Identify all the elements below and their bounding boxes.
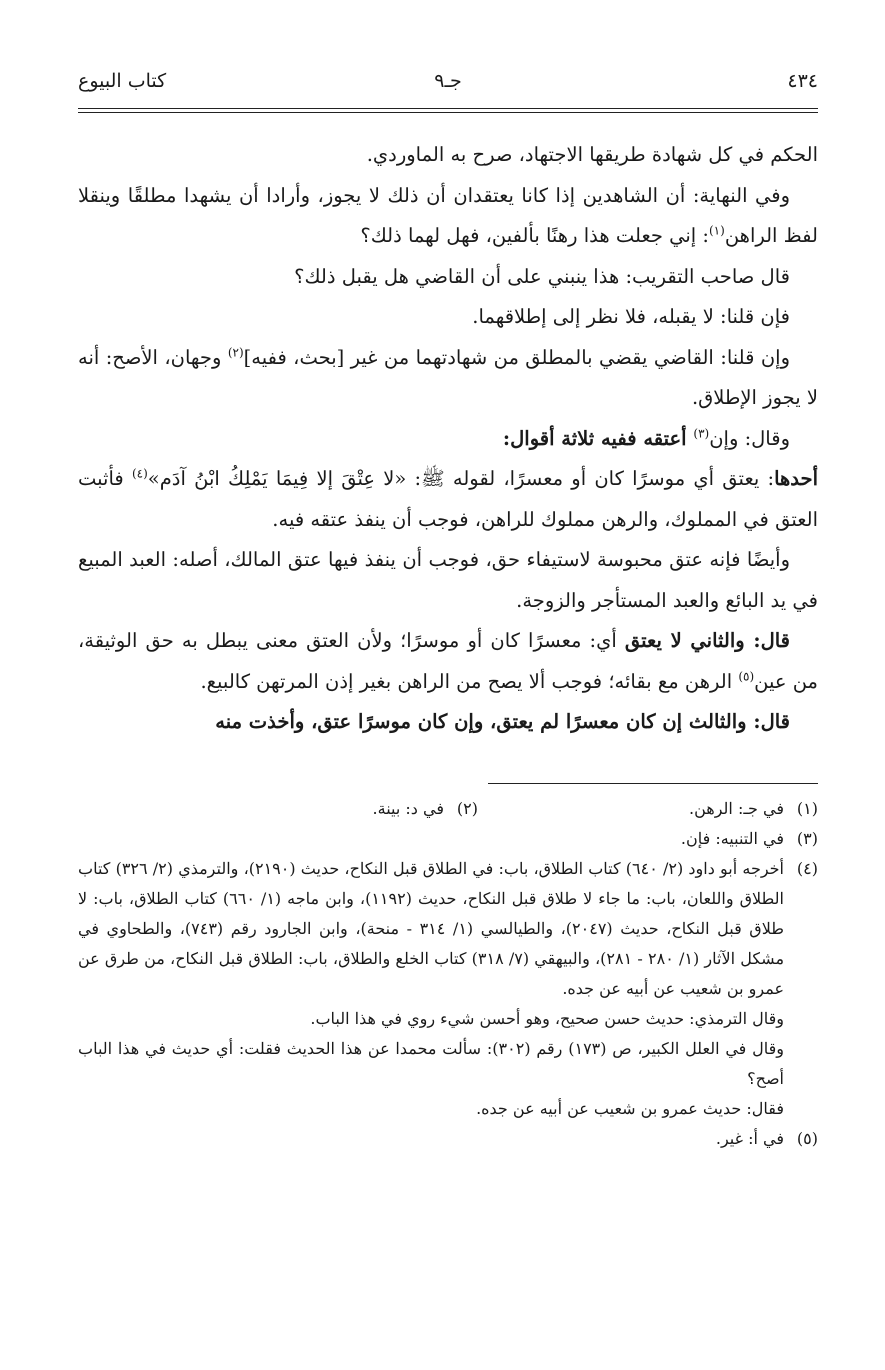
footnote-3: (٣) في التنبيه: فإن.: [680, 828, 818, 848]
footnote-marker[interactable]: (٢): [227, 345, 244, 359]
footnote-divider: [488, 783, 818, 784]
volume-label: جـ٩: [434, 70, 462, 92]
paragraph: وأيضًا فإنه عتق محبوسة لاستيفاء حق، فوجب أن ينفذ فيها عتق المالك، أصله: العبد المبيع في يد البائع والعبد المستأجر والزوجة.: [78, 548, 818, 612]
footnotes: [78, 794, 818, 1154]
footnote-marker[interactable]: (٤): [131, 466, 148, 481]
paragraph: قال: والثالث إن كان معسرًا لم يعتق، وإن كان موسرًا عتق، وأخذت منه: [215, 710, 790, 733]
paragraph: قال صاحب التقريب: هذا ينبني على أن القاضي هل يقبل ذلك؟: [294, 264, 790, 288]
footnote-marker[interactable]: (١): [708, 223, 725, 238]
footnote-4: (٤) أخرجه أبو داود (٢/ ٦٤٠) كتاب الطلاق، باب: في الطلاق قبل النكاح، حديث (٢١٩٠)، والترمذي (٢/ ٣٢٦) كتاب الطلاق واللعان، باب: ما جاء لا طلاق قبل النكاح، حديث (١١٩٢)، وابن ماجه (١/ ٦٦٠) كتاب الطلاق، باب: لا طلاق قبل النكاح، حديث (٢٠٤٧)، والطيالسي (١/ ٣١٤ - منحة)، وابن الجارود رقم (٧٤٣)، والطحاوي في مشكل الآثار (١/ ٢٨٠ - ٢٨١)، والبيهقي (٧/ ٣١٨) كتاب الخلع والطلاق، باب: الطلاق قبل النكاح، من طرق عن عمرو بن شعيب عن أبيه عن جده.: [78, 858, 818, 998]
footnote-1: (١) في جـ: الرهن.: [689, 798, 818, 818]
book-page: [78, 60, 818, 1350]
footnote-4-continuation: وقال الترمذي: حديث حسن صحيح، وهو أحسن شيء روي في هذا الباب.: [310, 1008, 784, 1028]
footnote-4-continuation: وقال في العلل الكبير، ص (١٧٣) رقم (٣٠٢): سألت محمدا عن هذا الحديث فقلت: أي حديث في هذا الباب أصح؟: [78, 1038, 785, 1088]
paragraph: أحدها: يعتق أي موسرًا كان أو معسرًا، لقوله ﷺ: «لا عِتْقَ إلا فِيمَا يَمْلِكُ ابْنُ آدَم»$^{(٤)}$ فأثبت العتق في المملوك، والرهن مملوك للراهن، فوجب أن ينفذ عتقه فيه.: [78, 466, 819, 531]
paragraph: قال: والثاني لا يعتق أي: معسرًا كان أو موسرًا؛ ولأن العتق معنى يبطل به حق الوثيقة، من عين$^{(٥)}$ الرهن مع بقائه؛ فوجب ألا يصح من الراهن بغير إذن المرتهن كالبيع.: [78, 629, 818, 693]
running-header: [78, 60, 818, 102]
header-divider: [78, 108, 818, 113]
footnote-4-continuation: فقال: حديث عمرو بن شعيب عن أبيه عن جده.: [476, 1098, 784, 1118]
footnote-row: [78, 794, 818, 824]
footnote-marker[interactable]: (٥): [738, 669, 755, 683]
book-title: كتاب البيوع: [78, 70, 167, 92]
footnote-5: (٥) في أ: غير.: [715, 1128, 818, 1148]
page-number: ٤٣٤: [787, 70, 818, 92]
footnote-2: (٢) في د: بينة.: [372, 798, 478, 818]
paragraph: وإن قلنا: القاضي يقضي بالمطلق من شهادتهما من غير [بحث، ففيه]$^{(٢)}$ وجهان، الأصح: أنه لا يجوز الإطلاق.: [78, 345, 818, 409]
main-text: [78, 135, 818, 743]
paragraph: الحكم في كل شهادة طريقها الاجتهاد، صرح به الماوردي.: [366, 143, 818, 166]
paragraph: وفي النهاية: أن الشاهدين إذا كانا يعتقدان أن ذلك لا يجوز، وأرادا أن يشهدا مطلقًا وينقلا لفظ الراهن$^{(١)}$: إني جعلت هذا رهنًا بألفين، فهل لهما ذلك؟: [78, 183, 818, 247]
paragraph: فإن قلنا: لا يقبله، فلا نظر إلى إطلاقهما.: [472, 305, 790, 328]
paragraph: وقال: وإن$^{(٣)}$ أعتقه ففيه ثلاثة أقوال:: [502, 426, 790, 450]
footnote-marker[interactable]: (٣): [693, 426, 710, 440]
